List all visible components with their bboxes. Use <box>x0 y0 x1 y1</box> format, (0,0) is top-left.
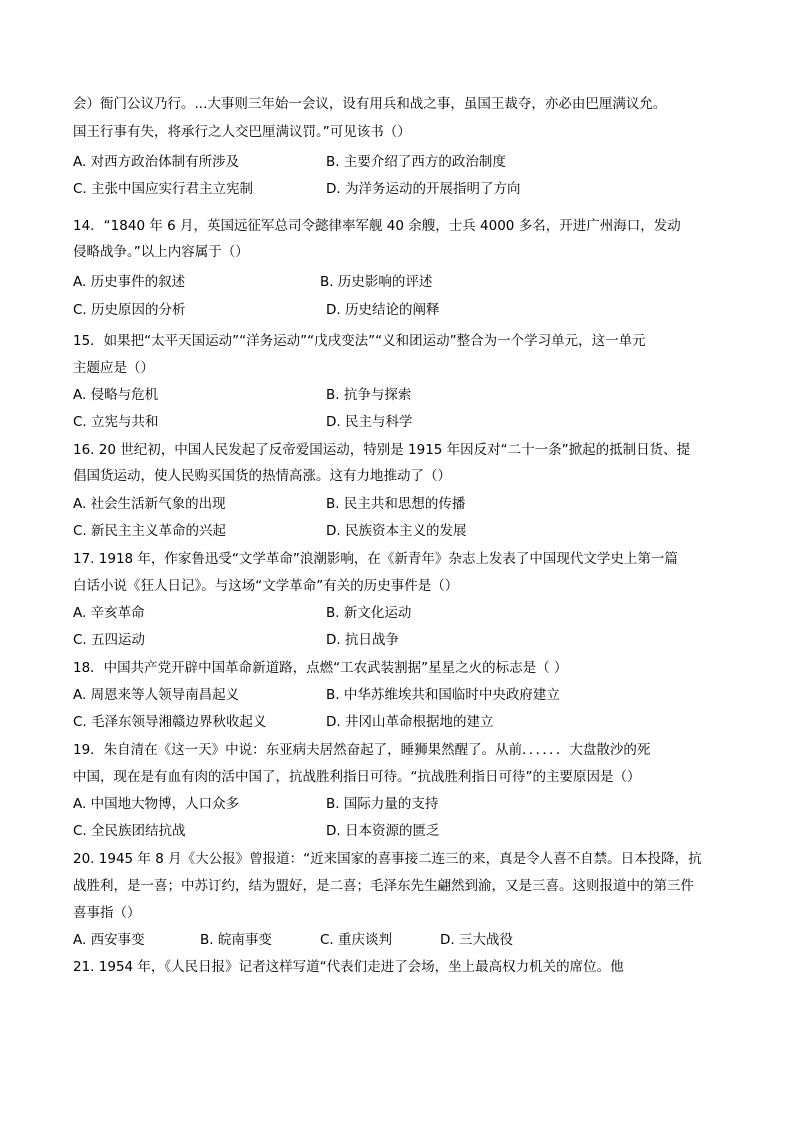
q16-option-d: D. 民族资本主义的发展 <box>326 523 467 539</box>
q18-option-a: A. 周恩来等人领导南昌起义 <box>73 687 240 703</box>
q17-stem-line2: 白话小说《狂人日记》。与这场“文学革命”有关的历史事件是（） <box>73 578 459 594</box>
q17-option-b: B. 新文化运动 <box>326 605 412 621</box>
q13-option-d: D. 为洋务运动的开展指明了方向 <box>326 181 521 197</box>
q15-option-a: A. 侵略与危机 <box>73 387 159 403</box>
q19-stem-line2: 中国，现在是有血有肉的活中国了，抗战胜利指日可待。“抗战胜利指日可待”的主要原因是（） <box>73 769 641 785</box>
q18-stem-line1: 18．中国共产党开辟中国革命新道路，点燃“工农武装割据”星星之火的标志是（ ） <box>73 660 568 676</box>
q20-option-c: C. 重庆谈判 <box>320 932 393 948</box>
q13-option-c: C. 主张中国应实行君主立宪制 <box>73 181 254 197</box>
q20-stem-line1: 20. 1945 年 8 月《大公报》曾报道：“近来国家的喜事接二连三的来，真是令人喜不自禁。日本投降，抗 <box>73 851 702 867</box>
q21-stem-line1: 21. 1954 年，《人民日报》记者这样写道“代表们走进了会场，坐上最高权力机关的席位。他 <box>73 959 624 975</box>
q16-option-c: C. 新民主主义革命的兴起 <box>73 523 227 539</box>
q18-option-b: B. 中华苏维埃共和国临时中央政府建立 <box>326 687 560 703</box>
q14-stem-line1: 14．“1840 年 6 月，英国远征军总司令懿律率军舰 40 余艘，士兵 4000 多名，开进广州海口，发动 <box>73 218 681 234</box>
q14-option-c: C. 历史原因的分析 <box>73 302 186 318</box>
q18-option-c: C. 毛泽东领导湘赣边界秋收起义 <box>73 714 267 730</box>
q19-option-c: C. 全民族团结抗战 <box>73 823 186 839</box>
q13-option-a: A. 对西方政治体制有所涉及 <box>73 154 240 170</box>
q18-option-d: D. 井冈山革命根据地的建立 <box>326 714 494 730</box>
q19-stem-line1: 19．朱自清在《这一天》中说：东亚病夫居然奋起了，睡狮果然醒了。从前．．．．．．大盘散沙的死 <box>73 742 651 758</box>
q13-stem-line1: 会）衙门公议乃行。...大事则三年始一会议，设有用兵和战之事，虽国王裁夺，亦必由巴厘满议允。 <box>73 96 667 112</box>
q20-option-a: A. 西安事变 <box>73 932 145 948</box>
q15-option-c: C. 立宪与共和 <box>73 414 159 430</box>
q19-option-d: D. 日本资源的匮乏 <box>326 823 440 839</box>
q16-stem-line2: 倡国货运动，使人民购买国货的热情高涨。这有力地推动了（） <box>73 468 451 484</box>
q17-option-a: A. 辛亥革命 <box>73 605 145 621</box>
q14-option-b: B. 历史影响的评述 <box>320 274 433 290</box>
q20-stem-line3: 喜事指（） <box>73 905 141 921</box>
q17-stem-line1: 17. 1918 年，作家鲁迅受“文学革命”浪潮影响，在《新青年》杂志上发表了中国现代文学史上第一篇 <box>73 551 678 567</box>
q13-stem-line2: 国王行事有失，将承行之人交巴厘满议罚。”可见该书（） <box>73 124 411 140</box>
q16-option-a: A. 社会生活新气象的出现 <box>73 496 226 512</box>
q15-stem-line1: 15．如果把“太平天国运动”“洋务运动”“戊戌变法”“义和团运动”整合为一个学习单元，这一单元 <box>73 333 646 349</box>
q15-option-d: D. 民主与科学 <box>326 414 413 430</box>
q14-option-d: D. 历史结论的阐释 <box>326 302 440 318</box>
q19-option-b: B. 国际力量的支持 <box>326 796 439 812</box>
q15-option-b: B. 抗争与探索 <box>326 387 412 403</box>
q14-stem-line2: 侵略战争。”以上内容属于（） <box>73 244 249 260</box>
q16-option-b: B. 民主共和思想的传播 <box>326 496 466 512</box>
q14-option-a: A. 历史事件的叙述 <box>73 274 186 290</box>
q15-stem-line2: 主题应是（） <box>73 360 154 376</box>
q16-stem-line1: 16. 20 世纪初，中国人民发起了反帝爱国运动，特别是 1915 年因反对“二十一条”掀起的抵制日货、提 <box>73 442 691 458</box>
q20-option-b: B. 皖南事变 <box>200 932 272 948</box>
q19-option-a: A. 中国地大物博，人口众多 <box>73 796 240 812</box>
q17-option-c: C. 五四运动 <box>73 632 146 648</box>
q13-option-b: B. 主要介绍了西方的政治制度 <box>326 154 506 170</box>
q17-option-d: D. 抗日战争 <box>326 632 399 648</box>
q20-option-d: D. 三大战役 <box>440 932 513 948</box>
q20-stem-line2: 战胜利，是一喜；中苏订约，结为盟好，是二喜；毛泽东先生翩然到渝，又是三喜。这则报道中的第三件 <box>73 878 694 894</box>
